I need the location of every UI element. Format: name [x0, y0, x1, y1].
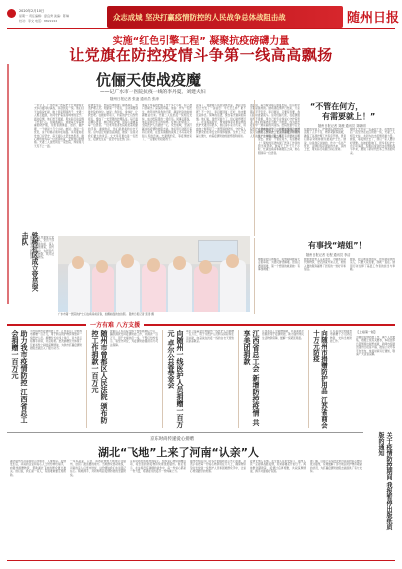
nurse-figure: [173, 256, 186, 270]
band-rule: [7, 324, 395, 326]
story-column: [30, 330, 82, 426]
column-story-title: 向随州市捐赠防护用品 江苏省商会 十万元防疫: [312, 330, 328, 429]
page-number-badge: [7, 9, 16, 18]
masthead-banner: [107, 6, 343, 28]
column-divider: [162, 330, 163, 428]
bottom-headline: 湖北“飞地”上来了河南“认亲”人: [98, 446, 259, 459]
side-note-header: 【上接第一版】: [356, 330, 378, 334]
left-vertical-rule: [7, 64, 9, 304]
story-column: [130, 460, 186, 556]
section-subtitle: ——记广水市一医院抗疫一线的李丹夏、刘建夫妇: [100, 90, 206, 95]
story-column: [110, 330, 158, 426]
date-line: 2020年2月10日: [19, 9, 45, 13]
nurse-figure: [96, 260, 108, 273]
nurses-oath-photo: [58, 236, 250, 312]
bottom-kicker: 京东时尚传递爱心捐赠: [150, 437, 194, 442]
story-column: [310, 460, 362, 556]
story-column: [356, 336, 395, 432]
info-line-1: 星期一 责任编辑：廖良秀 美编：陈琳: [19, 14, 69, 18]
masthead-logo: 随州日报: [347, 11, 400, 26]
section-title: 伉俪天使战疫魔: [96, 71, 202, 89]
story-column: [304, 128, 346, 232]
band-label: 一方有难 八方支援: [86, 319, 144, 330]
column-divider: [254, 100, 255, 236]
story-column: [330, 330, 352, 426]
nurse-figure: [72, 256, 84, 269]
story-column: [10, 460, 66, 556]
story-column: [142, 104, 192, 232]
story-column: [186, 330, 234, 426]
side-note-title: 关于疫情防控期间 我报暂停出版纸质版的通知: [377, 432, 392, 531]
top-kicker: 实施“红色引擎工程” 凝聚抗疫磅礴力量: [112, 36, 290, 47]
photo-caption: 广水市第一医院的护士们在病房前宣誓，拍摄前面的自拍照。 随州日报记者 张涛 摄: [58, 313, 154, 316]
story-column: [304, 258, 346, 314]
top-headline: 让党旗在防控疫情斗争第一线高高飘扬: [69, 46, 333, 64]
story-column: [30, 236, 54, 312]
nurse-figure: [147, 258, 160, 272]
story-column: [196, 104, 246, 232]
column-divider: [238, 330, 239, 428]
column-divider: [254, 238, 255, 314]
right-quote-title-1: “不管在何方，: [310, 102, 364, 111]
nurse-figure: [199, 260, 212, 274]
mid-right-byline: 随州日报记者 毛程 通讯员 李洁: [306, 253, 351, 257]
story-column: [88, 104, 138, 232]
story-column: [34, 104, 84, 232]
nurse-figure: [121, 254, 134, 268]
masthead-rule: [7, 28, 395, 29]
top-byline: 随州日报记者 张凌 通讯员 张涛: [110, 97, 159, 101]
column-story-title: 江西省总工会 新增防控疫情 共享美团捐款: [243, 330, 260, 426]
story-column: [258, 128, 300, 232]
story-column: [250, 460, 306, 556]
story-column: [350, 258, 395, 314]
mid-right-title: 有事找“靖姐”！: [308, 241, 367, 250]
story-column: [350, 128, 395, 232]
story-column: [258, 258, 300, 314]
right-quote-title-2: 有需要就上！”: [322, 112, 376, 121]
story-column: [70, 460, 126, 556]
bottom-rule: [7, 432, 363, 433]
left-vertical-title: 铁树社区成立党员突击队: [20, 232, 38, 292]
nurse-figure: [68, 262, 90, 312]
right-byline: 随州日报记者 刘薇 通讯员 刘晓明: [318, 124, 366, 128]
story-column: [262, 330, 304, 426]
column-divider: [86, 330, 87, 428]
column-story-title: 向随州一线医护人员捐赠一百万元 卓尔公益基金会: [167, 330, 184, 428]
info-line-2: 校对：李文 电话：8822222: [19, 19, 58, 23]
column-divider: [308, 330, 309, 428]
nurse-figure: [226, 254, 239, 268]
column-story-title: 助力我市疫情防控 江西省总工会捐赠一百万元: [11, 330, 28, 424]
story-column: [190, 460, 246, 556]
banner-text: 众志成城 坚决打赢疫情防控的人民战争总体战阻击战: [113, 13, 286, 22]
bottom-border: [7, 560, 395, 561]
column-story-title: 随州市曾都区人民法院 颁布防控工作捐款一百万元: [91, 330, 108, 424]
